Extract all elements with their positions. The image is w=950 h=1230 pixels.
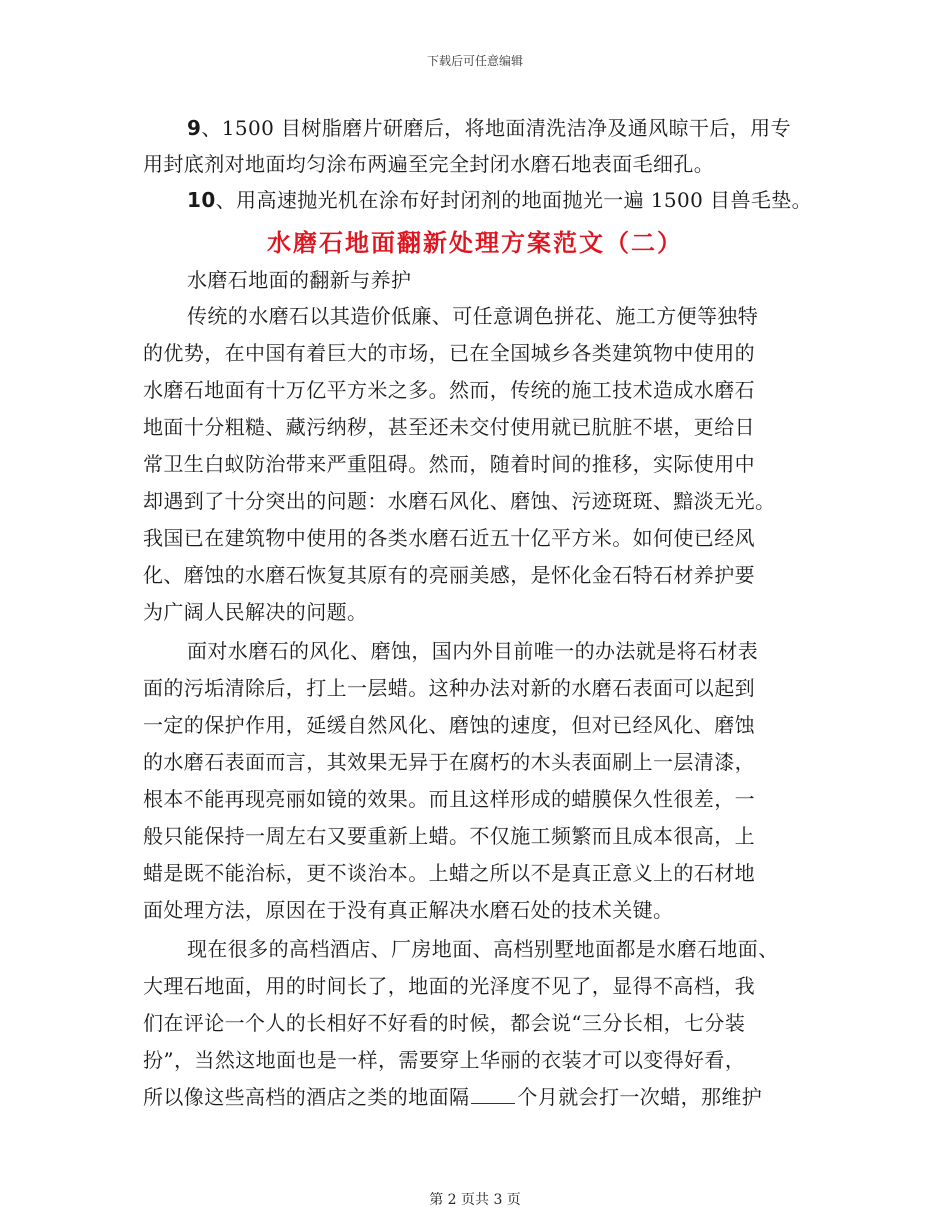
para-1-line: 却遇到了十分突出的问题：水磨石风化、磨蚀、污迹斑斑、黯淡无光。 — [143, 489, 776, 513]
para-2-line: 蜡是既不能治标，更不谈治本。上蜡之所以不是真正意义上的石材地 — [143, 861, 755, 885]
para-2-line: 一定的保护作用，延缓自然风化、磨蚀的速度，但对已经风化、磨蚀 — [143, 713, 755, 737]
para-2-line: 面对水磨石的风化、磨蚀，国内外目前唯一的办法就是将石材表 — [187, 639, 759, 663]
page-footer: 第 2 页共 3 页 — [429, 1192, 521, 1208]
para-3-line: 现在很多的高档酒店、厂房地面、高档别墅地面都是水磨石地面、 — [187, 937, 779, 961]
para-2-line: 的水磨石表面而言，其效果无异于在腐朽的木头表面刷上一层清漆， — [143, 750, 755, 774]
fill-in-blank — [471, 1085, 515, 1104]
para-1-line: 常卫生白蚁防治带来严重阻碍。然而，随着时间的推移，实际使用中 — [143, 452, 755, 476]
para-1-line: 传统的水磨石以其造价低廉、可任意调色拼花、施工方便等独特 — [187, 304, 759, 328]
para-3-line: 扮”，当然这地面也是一样，需要穿上华丽的衣装才可以变得好看， — [143, 1048, 746, 1072]
para-3-last-line — [143, 1085, 762, 1109]
step-10-line — [187, 188, 812, 212]
section-title: 水磨石地面翻新处理方案范文（二） — [267, 228, 683, 257]
para-2-line: 面处理方法，原因在于没有真正解决水磨石处的技术关键。 — [143, 898, 674, 922]
para-2-line: 般只能保持一周左右又要重新上蜡。不仅施工频繁而且成本很高，上 — [143, 824, 755, 848]
page-header: 下载后可任意编辑 — [426, 54, 523, 68]
step-text: 、1500 目树脂磨片研磨后，将地面清洗洁净及通风晾干后，用专 — [201, 116, 791, 140]
step-9-line-1 — [187, 116, 791, 140]
step-number: 10 — [187, 188, 216, 212]
step-number: 9 — [187, 116, 202, 140]
para-1-line: 的优势，在中国有着巨大的市场，已在全国城乡各类建筑物中使用的 — [143, 341, 755, 365]
para-text: 所以像这些高档的酒店之类的地面隔 — [143, 1085, 470, 1109]
subtitle: 水磨石地面的翻新与养护 — [187, 268, 412, 292]
para-3-line: 们在评论一个人的长相好不好看的时候，都会说“三分长相，七分装 — [143, 1011, 746, 1035]
para-1-line: 地面十分粗糙、藏污纳秽，甚至还未交付使用就已肮脏不堪，更给日 — [143, 415, 755, 439]
para-3-line: 大理石地面，用的时间长了，地面的光泽度不见了，显得不高档，我 — [143, 974, 755, 998]
para-2-line: 根本不能再现亮丽如镜的效果。而且这样形成的蜡膜保久性很差，一 — [143, 787, 755, 811]
para-text: 个月就会打一次蜡，那维护 — [517, 1085, 763, 1109]
step-text: 、用高速抛光机在涂布好封闭剂的地面抛光一遍 1500 目兽毛垫。 — [215, 188, 813, 212]
para-1-line: 化、磨蚀的水磨石恢复其原有的亮丽美感，是怀化金石特石材养护要 — [143, 563, 755, 587]
para-2-line: 面的污垢清除后，打上一层蜡。这种办法对新的水磨石表面可以起到 — [143, 676, 755, 700]
para-1-line: 为广阔人民解决的问题。 — [143, 600, 368, 624]
step-9-line-2: 用封底剂对地面均匀涂布两遍至完全封闭水磨石地表面毛细孔。 — [143, 152, 715, 176]
para-1-line: 水磨石地面有十万亿平方米之多。然而，传统的施工技术造成水磨石 — [143, 378, 755, 402]
para-1-line: 我国已在建筑物中使用的各类水磨石近五十亿平方米。如何使已经风 — [143, 526, 755, 550]
